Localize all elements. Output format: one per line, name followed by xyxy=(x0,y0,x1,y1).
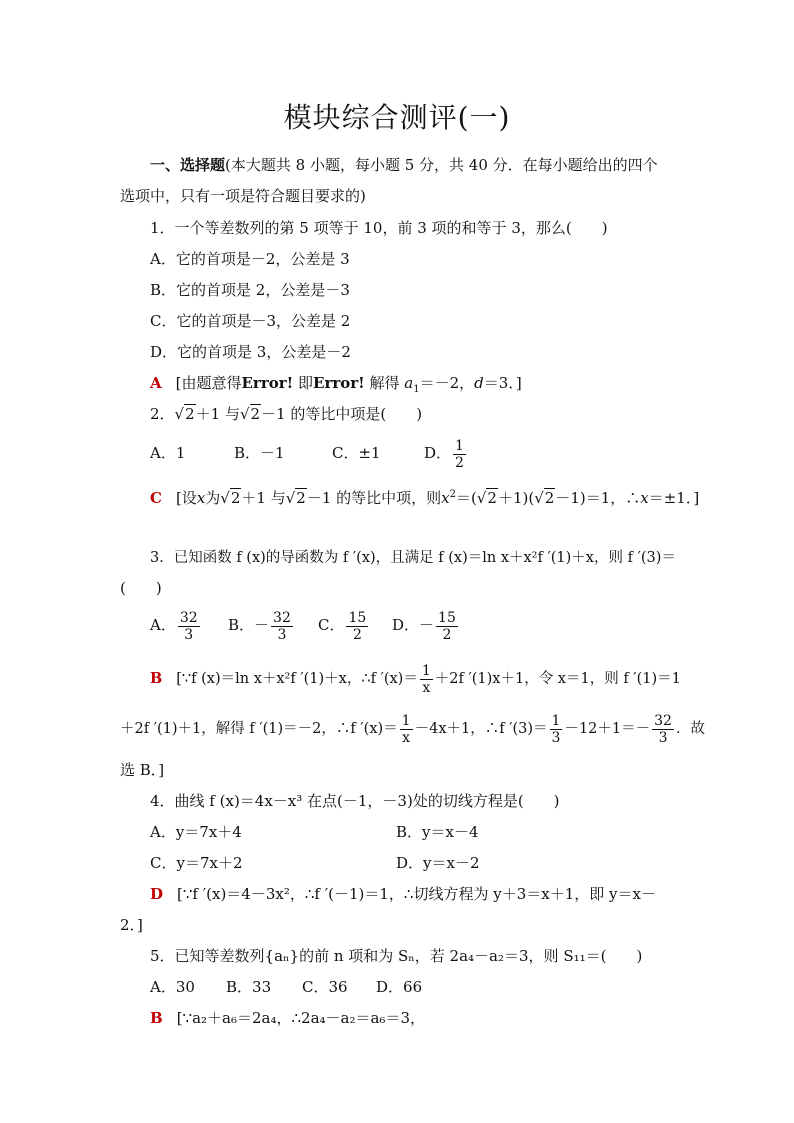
q1-option-c: C．它的首项是－3，公差是 2 xyxy=(150,312,351,330)
radicand: 2 xyxy=(230,489,241,507)
q5-stem: 5．已知等差数列{aₙ}的前 n 项和为 Sₙ，若 2a₄－a₂＝3，则 S₁₁＝( ) xyxy=(150,947,643,965)
denominator: 2 xyxy=(442,626,452,643)
q4-option-c: C．y＝7x＋2 xyxy=(150,854,243,872)
section-desc-1: (本大题共 8 小题，每小题 5 分，共 40 分．在每小题给出的四个 xyxy=(225,156,658,174)
q5-solution xyxy=(150,1008,425,1028)
q1-sol-sub: 1 xyxy=(413,384,420,395)
section-head: 一、选择题 xyxy=(150,156,226,174)
numerator: 15 xyxy=(438,609,456,626)
numerator: 1 xyxy=(455,437,464,454)
radicand: 2 xyxy=(487,489,497,507)
q3-sol-text: －4x＋1，∴f ′(3)＝ xyxy=(414,721,548,737)
q2-number: 2． xyxy=(150,405,175,423)
q4-stem: 4．曲线 f (x)＝4x－x³ 在点(－1，－3)处的切线方程是( ) xyxy=(150,792,560,810)
fraction xyxy=(420,663,433,696)
denominator: 3 xyxy=(277,626,287,643)
q1-option-d: D．它的首项是 3，公差是－2 xyxy=(150,343,351,361)
q4-option-a: A．y＝7x＋4 xyxy=(150,823,242,841)
q2-option-c: C．±1 xyxy=(332,444,381,462)
q2-sol-sup: 2 xyxy=(449,489,456,500)
q2-sol-text: ＝±1．] xyxy=(648,489,700,507)
fraction xyxy=(346,610,368,643)
q2-sol-text: ＝( xyxy=(455,489,477,507)
q3-sol-text: ．故 xyxy=(675,721,705,737)
q3-option-d xyxy=(392,606,460,644)
q3-sol-text: －12＋1＝－ xyxy=(564,721,651,737)
q5-option-b: B．33 xyxy=(226,978,272,996)
q4-solution-2: 2．] xyxy=(120,916,143,934)
numerator: 1 xyxy=(401,712,411,729)
q1-sol-var: a xyxy=(404,374,414,392)
sqrt-symbol: √2 xyxy=(476,489,497,507)
fraction xyxy=(178,610,200,643)
q2-solution xyxy=(150,485,699,508)
denominator: 2 xyxy=(455,454,464,471)
q3-sol-text: [∵f (x)＝ln x＋x²f ′(1)＋x，∴f ′(x)＝ xyxy=(176,671,418,687)
q2-sol-text: [设 xyxy=(175,489,197,507)
sqrt-symbol: √2 xyxy=(174,405,195,423)
q2-sol-text: 为 xyxy=(205,489,221,507)
q2-sol-var: x xyxy=(196,489,206,507)
q3-sol-text: ＋2f ′(1)＋1，解得 f ′(1)＝－2，∴f ′(x)＝ xyxy=(120,721,398,737)
sqrt-symbol: √2 xyxy=(220,489,241,507)
section-desc-2: 选项中，只有一项是符合题目要求的) xyxy=(120,187,366,205)
q2-options xyxy=(150,435,468,471)
q2-sol-var: x xyxy=(640,489,649,507)
sqrt-symbol: √2 xyxy=(534,489,555,507)
q2-sol-text: ＋1)( xyxy=(497,489,535,507)
q4-answer: D xyxy=(150,885,164,903)
q1-sol-var: d xyxy=(474,374,484,392)
q2-sol-text: ＋1 与 xyxy=(241,489,286,507)
fraction xyxy=(453,438,466,471)
numerator: 32 xyxy=(179,609,198,626)
q4-sol-text: [∵f ′(x)＝4－3x²，∴f ′(－1)＝1，∴切线方程为 y＋3＝x＋1，即 y＝x－ xyxy=(177,885,656,903)
q4-option-b: B．y＝x－4 xyxy=(396,823,479,841)
q2-option-d xyxy=(424,435,468,471)
q3-option-c xyxy=(318,606,392,644)
denominator: 3 xyxy=(184,626,194,643)
denominator: 2 xyxy=(352,626,362,643)
q1-answer: A xyxy=(150,374,162,392)
q4-solution-1 xyxy=(150,884,656,904)
q2-text: ＋1 与 xyxy=(195,405,240,423)
q1-option-b: B．它的首项是 2，公差是－3 xyxy=(150,281,350,299)
fraction xyxy=(550,713,563,746)
q5-sol-text: [∵a₂＋a₆＝2a₄，∴2a₄－a₂＝a₆＝3， xyxy=(176,1009,425,1027)
q1-sol-error: Error! xyxy=(313,374,365,392)
q5-answer: B xyxy=(150,1009,163,1027)
q5-option-a: A．30 xyxy=(150,978,195,996)
q1-stem: 1．一个等差数列的第 5 项等于 10，前 3 项的和等于 3，那么( ) xyxy=(150,219,608,237)
fraction xyxy=(271,610,293,643)
numerator: 32 xyxy=(654,712,672,729)
q3-option-a xyxy=(150,606,228,644)
q1-sol-text: ＝3．] xyxy=(483,374,522,392)
q2-option-d-label: D． xyxy=(424,444,452,462)
q3-sol-text: ＋2f ′(1)x＋1，令 x＝1，则 f ′(1)＝1 xyxy=(434,671,681,687)
q3-option-c-label: C． xyxy=(318,616,345,634)
q3-stem-cont: ( ) xyxy=(120,579,162,597)
q3-answer: B xyxy=(150,670,163,687)
sqrt-symbol: √2 xyxy=(239,405,261,423)
q3-stem: 3．已知函数 f (x)的导函数为 f ′(x)，且满足 f (x)＝ln x＋x²f ′(1)＋x，则 f ′(3)＝ xyxy=(150,550,676,566)
fraction xyxy=(652,713,674,746)
q5-option-c: C．36 xyxy=(302,978,348,996)
radicand: 2 xyxy=(250,405,261,423)
q1-sol-error: Error! xyxy=(241,374,294,392)
q3-solution-2 xyxy=(120,710,705,748)
numerator: 1 xyxy=(421,662,431,679)
q2-option-a: A．1 xyxy=(150,444,186,462)
q2-sol-text: －1)＝1，∴ xyxy=(555,489,641,507)
denominator: 3 xyxy=(551,729,561,746)
radicand: 2 xyxy=(296,489,306,507)
numerator: 1 xyxy=(551,712,561,729)
q2-option-b: B．－1 xyxy=(234,444,285,462)
numerator: 15 xyxy=(348,609,367,626)
q3-options xyxy=(150,606,460,644)
q1-sol-text: 解得 xyxy=(364,374,405,392)
q1-sol-text: [由题意得 xyxy=(175,374,242,392)
section-header xyxy=(150,155,658,175)
numerator: 32 xyxy=(273,609,291,626)
q1-option-a: A．它的首项是－2，公差是 3 xyxy=(150,250,350,268)
q3-option-b-label: B．－ xyxy=(228,616,270,634)
q2-sol-text: －1 的等比中项，则 xyxy=(306,489,442,507)
denominator: 3 xyxy=(658,729,668,746)
denominator: x xyxy=(402,729,411,746)
denominator: x xyxy=(422,679,431,696)
sqrt-symbol: √2 xyxy=(285,489,306,507)
q3-option-b xyxy=(228,606,318,644)
q3-solution-3: 选 B．] xyxy=(120,761,165,779)
q2-stem xyxy=(150,404,422,424)
radicand: 2 xyxy=(185,405,195,423)
radicand: 2 xyxy=(544,489,555,507)
q3-solution-1 xyxy=(150,660,681,698)
q2-sol-var: x xyxy=(441,489,450,507)
fraction xyxy=(436,610,458,643)
q1-solution xyxy=(150,373,522,400)
q3-option-a-label: A． xyxy=(150,616,176,634)
q5-options xyxy=(150,977,422,997)
page-title: 模块综合测评(一) xyxy=(283,101,511,134)
q4-option-d: D．y＝x－2 xyxy=(396,854,480,872)
q2-text: －1 的等比中项是( ) xyxy=(261,405,423,423)
q5-option-d: D．66 xyxy=(376,978,423,996)
q2-answer: C xyxy=(150,489,162,507)
fraction xyxy=(400,713,413,746)
q3-option-d-label: D．－ xyxy=(392,616,435,634)
q1-sol-text: 即 xyxy=(293,374,314,392)
q1-sol-text: ＝－2， xyxy=(419,374,475,392)
